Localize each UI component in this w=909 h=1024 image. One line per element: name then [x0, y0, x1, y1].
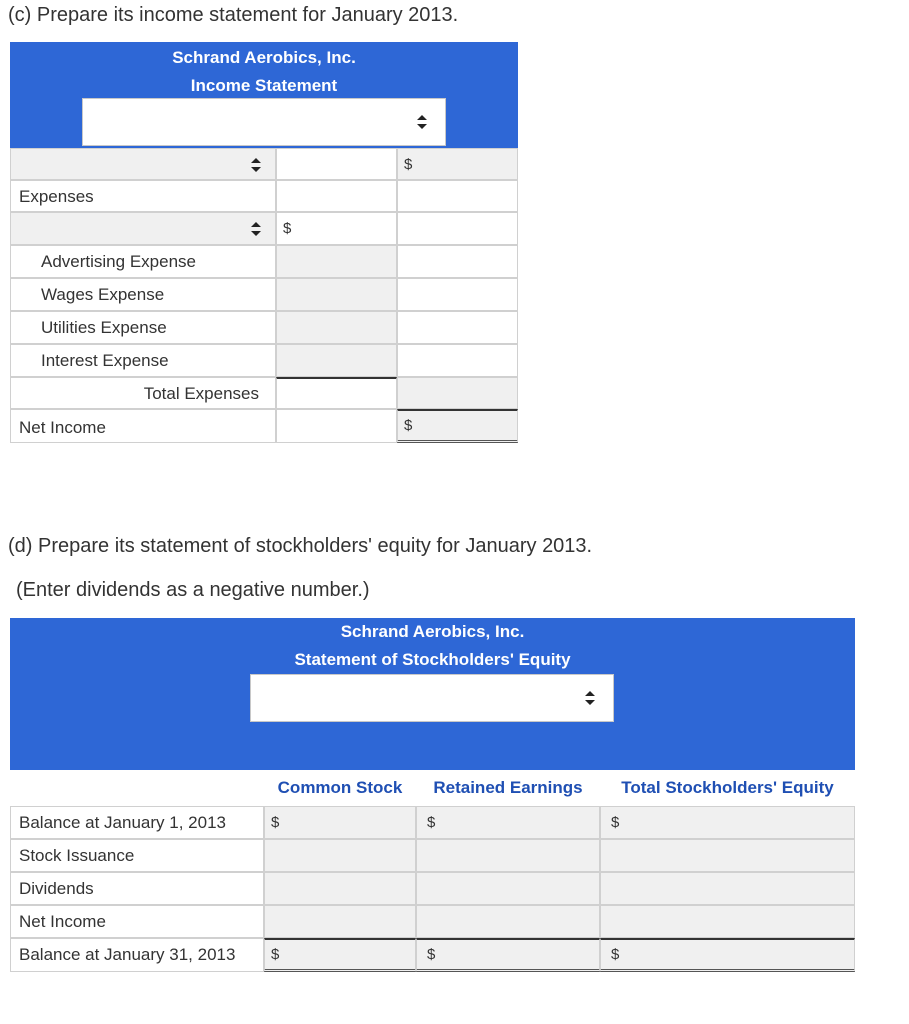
common-stock-input[interactable] [264, 872, 416, 905]
interest-expense-input[interactable] [276, 344, 397, 377]
common-stock-input[interactable] [264, 806, 416, 839]
income-statement-header [10, 42, 518, 148]
updown-arrow-icon [585, 691, 595, 705]
column-common-stock: Common Stock [277, 778, 403, 797]
total-equity-input[interactable] [600, 839, 855, 872]
total-expenses-col1 [276, 377, 397, 409]
advertising-total-cell [397, 245, 518, 278]
net-income-col1 [276, 409, 397, 443]
retained-earnings-input[interactable] [416, 938, 600, 972]
interest-total-cell [397, 344, 518, 377]
utilities-expense-input[interactable] [276, 311, 397, 344]
row-label: Stock Issuance [10, 839, 264, 872]
period-select[interactable] [250, 674, 614, 722]
utilities-expense-label: Utilities Expense [10, 311, 276, 344]
statement-title: Statement of Stockholders' Equity [294, 650, 571, 669]
wages-expense-input[interactable] [276, 278, 397, 311]
total-expenses-input[interactable] [397, 377, 518, 409]
currency-symbol: $ [427, 946, 436, 963]
retained-earnings-input[interactable] [416, 839, 600, 872]
common-stock-input[interactable] [264, 839, 416, 872]
advertising-expense-input[interactable] [276, 245, 397, 278]
currency-symbol: $ [283, 220, 292, 237]
dividends-note: (Enter dividends as a negative number.) [16, 579, 370, 601]
statement-title: Income Statement [190, 76, 338, 95]
total-equity-input[interactable] [600, 872, 855, 905]
utilities-total-cell [397, 311, 518, 344]
wages-total-cell [397, 278, 518, 311]
revenue-account-select[interactable] [10, 148, 276, 180]
column-header-row [10, 770, 855, 806]
total-equity-input[interactable] [600, 905, 855, 938]
currency-symbol: $ [271, 946, 280, 963]
expenses-col2 [397, 180, 518, 212]
updown-arrow-icon [251, 222, 261, 236]
company-name: Schrand Aerobics, Inc. [340, 622, 525, 641]
common-stock-input[interactable] [264, 938, 416, 972]
updown-arrow-icon [417, 115, 427, 129]
common-stock-input[interactable] [264, 905, 416, 938]
company-name: Schrand Aerobics, Inc. [172, 48, 356, 67]
advertising-expense-label: Advertising Expense [10, 245, 276, 278]
retained-earnings-input[interactable] [416, 806, 600, 839]
revenue-total-input[interactable] [397, 148, 518, 180]
row-label: Dividends [10, 872, 264, 905]
currency-symbol: $ [611, 814, 620, 831]
column-retained-earnings: Retained Earnings [433, 778, 583, 797]
part-d-heading: (d) Prepare its statement of stockholders' equity for January 2013. [8, 535, 593, 557]
total-expenses-label: Total Expenses [10, 377, 276, 409]
updown-arrow-icon [251, 158, 261, 172]
row-label: Balance at January 31, 2013 [10, 938, 264, 972]
row-label: Balance at January 1, 2013 [10, 806, 264, 839]
total-equity-input[interactable] [600, 806, 855, 839]
retained-earnings-input[interactable] [416, 872, 600, 905]
currency-symbol: $ [611, 946, 620, 963]
net-income-input[interactable] [397, 409, 518, 443]
row-label: Net Income [10, 905, 264, 938]
column-total-equity: Total Stockholders' Equity [621, 778, 834, 797]
currency-symbol: $ [404, 156, 413, 173]
expenses-col1 [276, 180, 397, 212]
expense-total-cell [397, 212, 518, 245]
period-select[interactable] [82, 98, 446, 146]
wages-expense-label: Wages Expense [10, 278, 276, 311]
expenses-label: Expenses [10, 180, 276, 212]
expense-amount-input[interactable] [276, 212, 397, 245]
currency-symbol: $ [427, 814, 436, 831]
part-c-heading: (c) Prepare its income statement for January 2013. [8, 4, 459, 26]
interest-expense-label: Interest Expense [10, 344, 276, 377]
currency-symbol: $ [404, 417, 413, 434]
total-equity-input[interactable] [600, 938, 855, 972]
net-income-label: Net Income [10, 409, 276, 443]
expense-account-select[interactable] [10, 212, 276, 245]
currency-symbol: $ [271, 814, 280, 831]
retained-earnings-input[interactable] [416, 905, 600, 938]
revenue-amount-input[interactable] [276, 148, 397, 180]
